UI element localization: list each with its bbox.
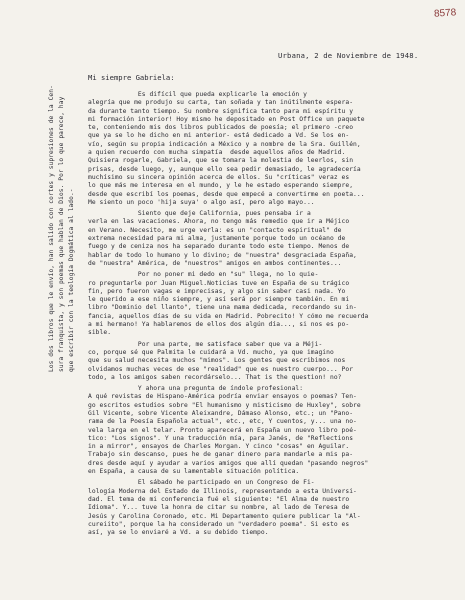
letter-line: verla en las vacaciones. Ahora, no tengo más remedio que ir a Méjico: [88, 218, 350, 226]
letter-line: que ya se lo he dicho en mi anterior- está dedicado a Vd. Se los en-: [88, 132, 350, 140]
margin-note-line: que escribir con la teología Dogmática al lado.-: [68, 188, 75, 372]
letter-line: vela larga en el telar. Pronto aparecerá en España un nuevo libro poé-: [88, 426, 357, 434]
letter-line: Me siento un poco 'hija suya' o algo así, pero algo mayo...: [88, 198, 315, 206]
letter-line: ro preguntarle por Juan Miguel.Noticias tuve en España de su trágico: [88, 279, 350, 287]
letter-line: El sábado he participado en un Congreso de Fi-: [88, 479, 315, 487]
letter-line: todo, a los amigos saben recordárselo... That is the question! no?: [88, 373, 342, 381]
letter-line: fancia, aquellos días de su vida en Madrid. Pobrecito! Y cómo me recuerda: [88, 312, 369, 320]
letter-line: prisas, desde luego, y, aunque ello sea pedir demasiado, le agradecería: [88, 165, 361, 173]
letter-line: desde que escribí los poemas, desde que empecé a convertirme en poeta...: [88, 190, 365, 198]
letter-line: extrema necesidad para mi alma, justamente porque todo un océano de: [88, 235, 346, 243]
letter-line: cureiito", porque la ha considerado un "verdadero poema". Si esto es: [88, 520, 350, 528]
margin-note: [47, 42, 77, 372]
letter-line: vío, según su propia indicación a México y a nombre de la Sra. Guillén,: [88, 140, 361, 148]
letter-line: dad. El tema de mi conferencia fué el siguiente: "El Alma de nuestro: [88, 495, 350, 503]
letter-line: Por una parte, me satisface saber que va a Méji-: [88, 340, 323, 348]
letter-line: Siento que deje California, pues pensaba ir a: [88, 210, 311, 218]
letter-line: A qué revistas de Hispano-América podría enviar ensayos o poemas? Ten-: [88, 393, 357, 401]
letter-line: en Verano. Necesito, me urge verla: es un "contacto espiritual" de: [88, 226, 342, 234]
letter-line: Trabajo sin descanso, pues he de ganar dinero para mandarle a mis pa-: [88, 451, 354, 459]
archive-number: 8578: [433, 7, 457, 20]
letter-line: Quisiera rogarle, Gabriela, que se tomara la molestia de leerlos, sin: [88, 157, 354, 165]
letter-line: fin, pero fueron vagas e imprecisas, y algo sin saber casi nada. Yo: [88, 287, 346, 295]
letter-line: sible.: [88, 329, 112, 337]
salutation: Mi siempre Gabriela:: [88, 73, 175, 82]
letter-line: rama de la Poesía Española actual", etc., etc, Y cuentos, y... una no-: [88, 418, 357, 426]
letter-line: de "nuestra" América, de "nuestros" amigos en ambos continentes...: [88, 259, 342, 267]
letter-line: libro "Dominio del llanto", tiene una mama dedicada, recordando su in-: [88, 304, 357, 312]
letter-line: alegría que me produjo su carta, tan soñada y tan inútilmente espera-: [88, 99, 354, 107]
letter-line: a quien recuerdo con mucha simpatía desde aquellos años de Madrid.: [88, 149, 346, 157]
letter-line: así, ya se lo enviaré a Vd. a su debido tiempo.: [88, 529, 269, 537]
margin-note-line: sura franquista, y son poemas que hablan de Dios. Por lo que parece, hay: [58, 96, 65, 372]
letter-date: Urbana, 2 de Noviembre de 1948.: [278, 51, 419, 60]
letter-line: a mi hermano! Ya hablaremos de ellos dos algún día..., si nos es po-: [88, 321, 350, 329]
margin-note-line: Los dos libros que le envío, han salido con cortes y supresiones de la Cen-: [48, 85, 55, 372]
letter-line: da durante tanto tiempo. Su nombre significa tanto para mi espíritu y: [88, 107, 354, 115]
letter-line: Es difícil que pueda explicarle la emoción y: [88, 91, 307, 98]
letter-line: lo que más me interesa en el mundo, y le he estado esperando siempre,: [88, 182, 354, 190]
letter-line: te, conteniendo mis dos libros publicados de poesía; el primero -creo: [88, 124, 354, 132]
letter-line: en España, a causa de su lamentable situación política.: [88, 468, 300, 476]
letter-line: hablar de todo lo humano y lo divino; de "nuestra" desgraciada España,: [88, 251, 357, 259]
letter-line: mi formación interior! Hoy mismo he depositado en Post Office un paquete: [88, 115, 365, 123]
letter-line: que su salud necesita muchos "mimos". Los gentes que escribimos nos: [88, 357, 346, 365]
letter-line: Por no poner mi dedo en "su" llega, no lo quie-: [88, 271, 319, 279]
letter-line: dres desde aquí y ayudar a varios amigos que allí quedan "pasando negros": [88, 459, 369, 467]
letter-line: tico: "Los signos". Y una traducción mía, para Janés, de "Reflections: [88, 434, 354, 442]
letter-line: go escritos estudios sobre "El humanismo y misticismo de Huxley", sobre: [88, 401, 361, 409]
letter-line: Y ahora una pregunta de índole profesional:: [88, 385, 304, 393]
letter-line: fuego y de ceniza nos ha separado durante todo este tiempo. Menos de: [88, 243, 350, 251]
letter-line: Gil Vicente, sobre Vicente Aleixandre, Dámaso Alonso, etc.; un "Pano-: [88, 409, 354, 417]
letter-line: co, porque sé que Palmita le cuidará a Vd. mucho, ya que imagino: [88, 348, 334, 356]
letter-line: le querido a ese niño siempre, y así será por siempre también. En mi: [88, 296, 350, 304]
letter-line: muchísimo su sincera opinión acerca de ellos. Su "críticas" veraz es: [88, 173, 350, 181]
letter-body: [88, 91, 433, 537]
letter-line: in a mirror", ensayos de Charles Morgan. Y cinco "cosas" en Aguilar.: [88, 443, 350, 451]
letter-line: lología Moderna del Estado de Illinois, representando a esta Universi-: [88, 487, 357, 495]
letter-line: olvidamos muchas veces de ese "realidad" que es nuestro cuerpo... Por: [88, 365, 354, 373]
letter-line: Idioma". Y... tuve la honra de citar su nombre, al lado de Teresa de: [88, 504, 350, 512]
letter-line: Jesús y Carolina Coronado, etc. Mi Departamento quiere publicar la "Al-: [88, 512, 361, 520]
